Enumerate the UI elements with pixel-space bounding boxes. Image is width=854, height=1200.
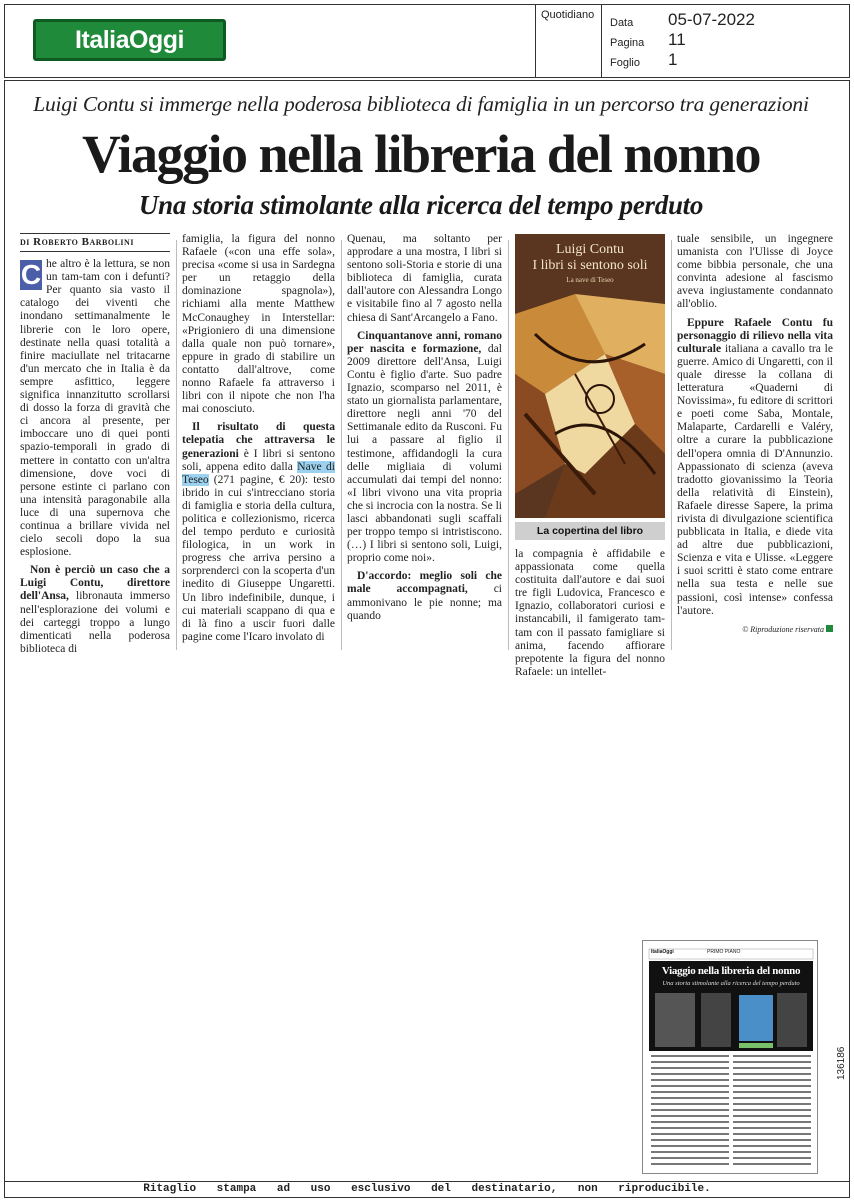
- page-thumbnail: [642, 940, 818, 1174]
- highlighted-text: Nave di Teseo: [182, 460, 335, 486]
- column-divider: [671, 240, 672, 650]
- column-divider: [176, 240, 177, 650]
- thumbnail-section: PRIMO PIANO: [707, 949, 741, 955]
- article-kicker: Luigi Contu si immerge nella poderosa biblioteca di famiglia in un percorso tra generazioni: [33, 92, 809, 116]
- meta-date-row: [610, 9, 755, 29]
- thumbnail-logo: ItaliaOggi: [651, 949, 674, 955]
- copyright-text: © Riproduzione riservata: [742, 624, 824, 634]
- clipping-header: [4, 4, 850, 78]
- meta-page-row: [610, 29, 755, 49]
- end-mark-icon: [826, 625, 833, 632]
- column-divider: [341, 240, 342, 650]
- paragraph-text: tuale sensibile, un ingegnere umanista con l'Ulisse di Joyce come bibbia personale, che una convinta adesione al fascismo aveva ingiustamente condannato all'oblio.: [677, 233, 833, 311]
- paragraph-text: famiglia, la figura del nonno Rafaele («con una effe sola», precisa «come si usa in Sardegna per un retaggio della dominazione spagnola»), richiami alla mente Matthew McConaughey in Interstellar: «Prigioniero di una dimensione dalla quale non può tornare», eppure in grado di stabilire un contatto dall'altrove, come nonno Rafaele fa attraverso i libri con il nipote che non l'ha mai conosciuto.: [182, 233, 335, 416]
- article-subhead: Una storia stimolante alla ricerca del tempo perduto: [138, 190, 704, 220]
- sheet-label: Foglio: [610, 57, 640, 69]
- thumbnail-subhead: Una storia stimolante alla ricerca del tempo perduto: [662, 980, 800, 987]
- clipping-id: 136186: [836, 1046, 847, 1080]
- article-headline: Viaggio nella libreria del nonno: [81, 124, 761, 184]
- paragraph-text: ci ammonivano le pie nonne; ma quando: [347, 583, 502, 622]
- clipping-meta: [610, 9, 755, 69]
- paragraph-lead: Cinquantanove anni, romano per nascita e formazione,: [347, 329, 502, 355]
- article-column-1: [20, 233, 170, 661]
- paragraph-text: italiana a cavallo tra le guerre. Amico di Ungaretti, con il quale diresse la collana di letteratura «Quaderni di Novissima», fu editore di scrittori e poeti come Saba, Montale, Malaparte, Cardarelli e Valéry, oltre a curare la pubblicazione dell'opera omnia di D'Annunzio. Appassionato di scienza (aveva tradotto giovanissimo la Teoria della relatività di Einstein), Rafaele diresse Sapere, la prima rivista di divulgazione scientifica pubblicata in Italia, e diede vita ad altre due pubblicazioni, Scienza e vita e Ulisse. «Leggere i suoi scritti è stato come entrare nella sua testa e nelle sue passioni, così intense» confessa l'autore.: [677, 342, 833, 617]
- paragraph: [677, 233, 833, 312]
- article-column-5: [677, 233, 833, 641]
- paragraph: [515, 548, 665, 679]
- paragraph: [677, 317, 833, 618]
- book-cover-image: [515, 234, 665, 518]
- date-label: Data: [610, 17, 634, 29]
- article-column-3: [347, 233, 502, 628]
- copyright-note: [677, 623, 833, 636]
- paragraph-text: la compagnia è affidabile e appassionata come quella costituita dall'autore e dai suoi tre figli Ludovica, Francesco e Ignazio, collaboratori curiosi e instancabili, il famigerato tam-tam con il passato famigliare si anima, facendo affiorare prepotente la figura del nonno Rafaele: un intellet-: [515, 548, 665, 678]
- paragraph-text: (271 pagine, € 20): testo ibrido in cui s'intrecciano storia di famiglia e storia della cultura, politica e collezionismo, ricerca del tempo perduto e curiosità filologica, in un work in progress che arriva persino a sorprenderci con la scoperta d'un inedito di Giuseppe Ungaretti. Un libro indefinibile, dunque, i cui materiali scappano di qua e di là fino a uscir fuori dalle pagine come l'Icaro involato di: [182, 473, 335, 643]
- paragraph-text: è I libri si sentono soli, appena edito dalla: [182, 447, 335, 473]
- paragraph-lead: Non è perciò un caso che a Luigi Contu, direttore dell'Ansa,: [20, 564, 170, 603]
- logo-area: [5, 5, 536, 77]
- meta-sheet-row: [610, 49, 755, 69]
- publication-type: Quotidiano: [536, 5, 602, 77]
- thumbnail-headline: Viaggio nella libreria del nonno: [661, 965, 801, 977]
- paragraph: [347, 330, 502, 566]
- newspaper-logo: ItaliaOggi: [33, 19, 226, 61]
- page-value: 11: [668, 30, 686, 49]
- paragraph-text: dal 2009 direttore dell'Ansa, Luigi Contu è figlio d'arte. Suo padre Ignazio, scomparso nel 2011, è stato un giornalista parlamentare, direttore negli anni '70 del Settimanale edito da Rusconi. Fu lui a passare al figlio il testimone, affidandogli la cura delle migliaia di volumi accumulati dai tempi del nonno: «I libri vivono una vita propria che si incrocia con la nostra. Se li lasci abbandonati sugli scaffali per troppo tempo si intristiscono.(…) I libri si sentono soli, Luigi, proprio come noi».: [347, 342, 502, 565]
- paragraph: [20, 258, 170, 559]
- drop-cap: C: [20, 259, 42, 291]
- paragraph: [182, 421, 335, 644]
- byline: di Roberto Barbolini: [20, 233, 170, 252]
- column-divider: [508, 240, 509, 650]
- paragraph: [347, 570, 502, 622]
- paragraph-lead: D'accordo: meglio soli che male accompagnati,: [347, 570, 502, 596]
- paragraph-lead: Il risultato di questa telepatia che attraversa le generazioni: [182, 421, 335, 460]
- paragraph: [182, 233, 335, 416]
- paragraph: [20, 564, 170, 656]
- article-column-4: [515, 548, 665, 684]
- paragraph: [347, 233, 502, 325]
- page-label: Pagina: [610, 37, 645, 49]
- paragraph-text: he altro è la lettura, se non un tam-tam con i defunti? Per quanto sia vasto il catalogo dei viventi che inondano settimanalmente le librerie con le loro opere, destinate nella quasi totalità a finire maciullate nel tritacarne d'un mercato che in Italia è da sempre asfittico, leggere significa innanzitutto scrollarsi di dosso la forza di gravità che ci ancora al presente, per imboccare uno di quei ponti spazio-temporali in grado di mettere in contatto con un'altra dimensione, dove voci di persone estinte ci parlano con una intensità paragonabile alla luce di una supernova che continua a brillare vivida nel cielo secoli dopo la sua esplosione.: [20, 258, 170, 559]
- date-value: 05-07-2022: [668, 10, 755, 29]
- paragraph-lead: Eppure Rafaele Contu fu personaggio di rilievo nella vita culturale: [677, 316, 833, 355]
- paragraph-text: libronauta immerso nell'esplorazione dei volumi e dei carteggi troppo a lungo dimenticati nella poderosa biblioteca di: [20, 590, 170, 655]
- clipping-footer: Ritaglio stampa ad uso esclusivo del destinatario, non riproducibile.: [4, 1182, 850, 1198]
- image-caption: La copertina del libro: [515, 522, 665, 540]
- paragraph-text: Quenau, ma soltanto per approdare a una mostra, I libri si sentono soli-Storia e storie di una biblioteca di famiglia, curata dall'autore con Alessandra Longo e visitabile fino al 7 agosto nella chiesa di Sant'Arcangelo a Fano.: [347, 233, 502, 324]
- article-column-2: [182, 233, 335, 649]
- sheet-value: 1: [668, 50, 678, 69]
- cover-publisher: La nave di Teseo: [566, 276, 614, 284]
- cover-title: Luigi Contu I libri si sentono soli: [532, 242, 648, 273]
